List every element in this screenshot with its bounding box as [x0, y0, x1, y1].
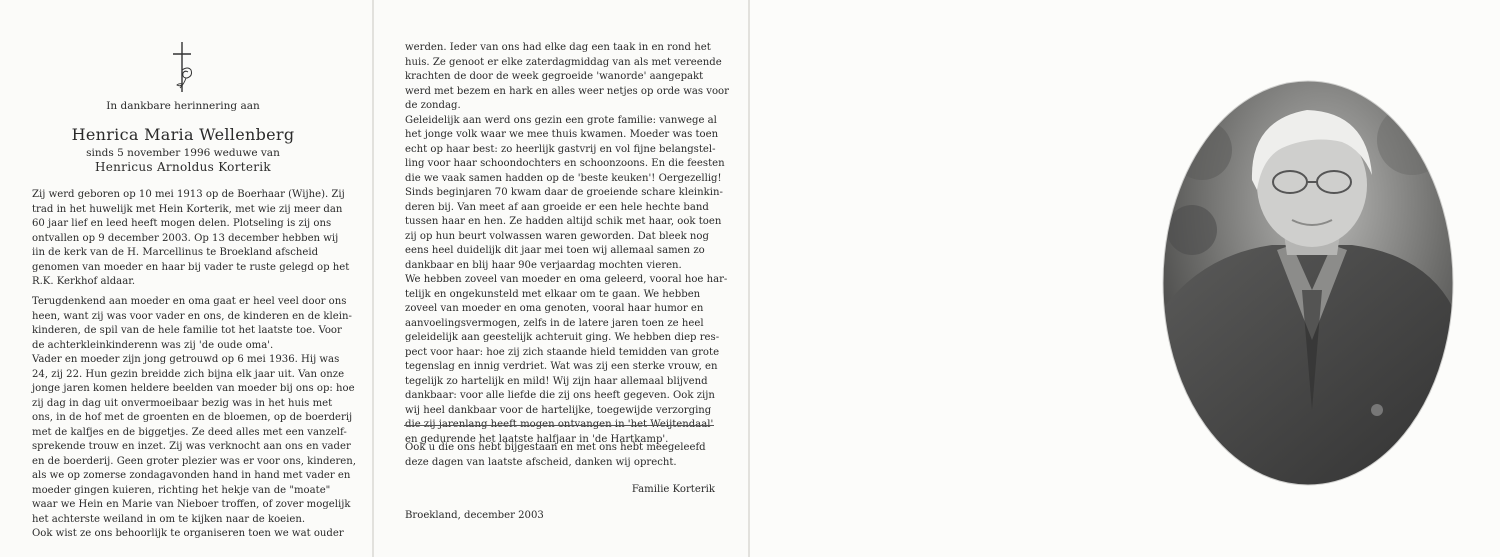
- text-line: 24, zij 22. Hun gezin breidde zich bijna elk jaar uit. Van onze: [32, 368, 345, 380]
- text-line: R.K. Kerkhof aldaar.: [32, 276, 136, 287]
- fold-line: [748, 0, 750, 557]
- text-line: We hebben zoveel van moeder en oma geleerd, vooral hoe har-: [405, 274, 728, 285]
- thanks-paragraph: [405, 441, 715, 470]
- biography-paragraph: [32, 188, 350, 290]
- text-line: heen, want zij was voor vader en ons, de kinderen en de klein-: [32, 310, 352, 322]
- text-line: pect voor haar: hoe zij zich staande hield temidden van grote: [405, 346, 720, 358]
- text-line: ontvallen op 9 december 2003. Op 13 december hebben wij: [32, 232, 339, 244]
- text-line: telijk en ongekunsteld met elkaar om te gaan. We hebben: [405, 288, 701, 300]
- text-line: ling voor haar schoondochters en schoonzoons. En die feesten: [405, 158, 725, 169]
- text-line: Sinds beginjaren 70 kwam daar de groeiende schare kleinkin-: [405, 187, 723, 198]
- text-line: geleidelijk aan geestelijk achteruit ging. We hebben diep res-: [405, 332, 720, 343]
- text-line: deren bij. Van meet af aan groeide er een hele hechte band: [405, 201, 709, 213]
- widow-line: sinds 5 november 1996 weduwe van: [86, 147, 280, 159]
- remembrance-line: In dankbare herinnering aan: [106, 100, 260, 112]
- text-line: het jonge volk waar we mee thuis kwamen. Moeder was toen: [405, 129, 719, 140]
- memories-paragraph: [32, 295, 356, 542]
- text-line: dankbaar: voor alle liefde die zij ons heeft gegeven. Ook zijn: [405, 390, 715, 401]
- text-line: ons, in de hof met de groenten en de bloemen, op de boerderij: [32, 412, 353, 423]
- text-line: zoveel van moeder en oma genoten, vooral haar humor en: [405, 303, 704, 314]
- text-line: kinderen, de spil van de hele familie tot het laatste toe. Voor: [32, 325, 342, 336]
- text-line: en de boerderij. Geen groter plezier was er voor ons, kinderen,: [32, 455, 356, 467]
- text-line: die we vaak samen hadden op de 'beste keuken'! Oergezellig!: [405, 172, 722, 184]
- text-line: en gedurende het laatste halfjaar in 'de Hartkamp'.: [405, 433, 669, 445]
- text-line: deze dagen van laatste afscheid, danken wij oprecht.: [405, 456, 677, 468]
- text-line: dankbaar en blij haar 90e verjaardag mochten vieren.: [405, 259, 682, 271]
- text-line: wij heel dankbaar voor de hartelijke, toegewijde verzorging: [405, 404, 712, 416]
- text-line: werd met bezem en hark en alles weer netjes op orde was voor: [405, 85, 729, 97]
- text-line: waar we Hein en Marie van Nieboer troffen, of zover mogelijk: [32, 499, 351, 510]
- text-line: Ook wist ze ons behoorlijk te organiseren toen we wat ouder: [32, 528, 344, 539]
- portrait-photo: [1162, 80, 1454, 486]
- continued-paragraph: [405, 41, 729, 447]
- text-line: 60 jaar lief en leed heeft mogen delen. Plotseling is zij ons: [32, 218, 332, 229]
- text-line: Vader en moeder zijn jong getrouwd op 6 mei 1936. Hij was: [32, 354, 340, 365]
- text-line: echt op haar best: zo heerlijk gastvrij en vol fijne belangstel-: [405, 143, 716, 155]
- text-line: zij dag in dag uit onvermoeibaar bezig was in het huis met: [32, 397, 333, 409]
- text-line: tegelijk zo hartelijk en mild! Wij zijn haar allemaal blijvend: [405, 375, 708, 387]
- text-line: sprekende trouw en inzet. Zij was verknocht aan ons en vader: [32, 441, 351, 452]
- text-line: Geleidelijk aan werd ons gezin een grote familie: vanwege al: [405, 114, 717, 126]
- text-line: zij op hun beurt volwassen waren geworden. Dat bleek nog: [405, 230, 709, 242]
- text-line: moeder gingen kuieren, richting het hekje van de "moate": [32, 484, 331, 496]
- fold-line: [372, 0, 374, 557]
- divider-line: [404, 425, 714, 426]
- text-line: krachten de door de week gegroeide 'wanorde' aangepakt: [405, 71, 704, 82]
- text-line: Ook u die ons hebt bijgestaan en met ons hebt meegeleefd: [405, 442, 706, 453]
- text-line: tegenslag en innig verdriet. Wat was zij een sterke vrouw, en: [405, 361, 718, 372]
- place-date: Broekland, december 2003: [405, 510, 544, 521]
- family-signature: Familie Korterik: [631, 484, 715, 495]
- text-line: genomen van moeder en haar bij vader te ruste gelegd op het: [32, 261, 350, 273]
- text-line: werden. Ieder van ons had elke dag een taak in en rond het: [405, 42, 711, 53]
- cross-icon: [172, 40, 196, 96]
- text-line: tussen haar en hen. Ze hadden altijd schik met haar, ook toen: [405, 216, 722, 227]
- text-line: huis. Ze genoot er elke zaterdagmiddag van als met vereende: [405, 56, 722, 68]
- deceased-name: Henrica Maria Wellenberg: [71, 125, 295, 144]
- text-line: trad in het huwelijk met Hein Korterik, met wie zij meer dan: [32, 203, 343, 215]
- spouse-name: Henricus Arnoldus Korterik: [94, 160, 272, 174]
- text-line: eens heel duidelijk dit jaar mei toen wij allemaal samen zo: [405, 245, 705, 256]
- text-line: Zij werd geboren op 10 mei 1913 op de Boerhaar (Wijhe). Zij: [32, 189, 345, 200]
- text-line: met de kalfjes en de biggetjes. Ze deed alles met een vanzelf-: [32, 426, 347, 438]
- text-line: Terugdenkend aan moeder en oma gaat er heel veel door ons: [32, 296, 347, 307]
- text-line: de achterkleinkinderenn was zij 'de oude oma'.: [32, 339, 274, 351]
- text-line: jonge jaren komen heldere beelden van moeder bij ons op: hoe: [32, 383, 355, 394]
- text-line: de zondag.: [405, 100, 461, 111]
- text-line: aanvoelingsvermogen, zelfs in de latere jaren toen ze heel: [405, 317, 704, 329]
- text-line: als we op zomerse zondagavonden hand in hand met vader en: [32, 470, 351, 481]
- text-line: iin de kerk van de H. Marcellinus te Broekland afscheid: [32, 247, 319, 258]
- text-line: het achterste weiland in om te kijken naar de koeien.: [32, 513, 306, 525]
